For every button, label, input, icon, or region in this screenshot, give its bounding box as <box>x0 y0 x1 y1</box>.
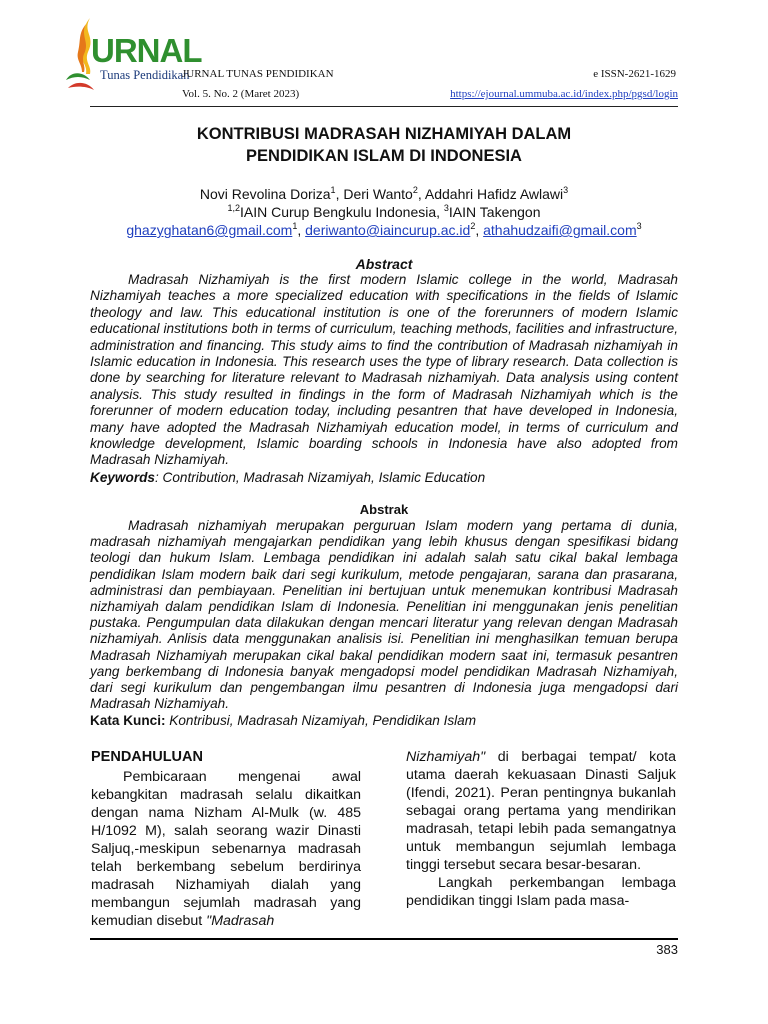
abstract-heading: Abstract <box>355 256 413 272</box>
issn-number: e ISSN-2621-1629 <box>593 68 676 80</box>
email-superscript: 1 <box>292 221 298 231</box>
logo-subtitle: Tunas Pendidikan <box>100 68 190 82</box>
author-name: Deri Wanto <box>343 186 413 202</box>
affiliations <box>90 203 678 222</box>
title-line-2: PENDIDIKAN ISLAM DI INDONESIA <box>246 147 522 165</box>
intro-paragraph: Langkah perkembangan lembaga pendidikan tinggi Islam pada masa- <box>406 875 676 909</box>
author-list <box>90 185 678 204</box>
email-separator: , <box>475 222 484 238</box>
email-superscript: 3 <box>636 221 642 231</box>
abstrak-heading: Abstrak <box>359 502 409 517</box>
keywords-label: Keywords <box>90 470 155 485</box>
intro-right-column <box>406 748 676 910</box>
author-name: Addahri Hafidz Awlawi <box>424 186 564 202</box>
intro-italic-text: "Madrasah <box>206 913 275 929</box>
author-superscript: 3 <box>563 185 569 195</box>
abstrak-body: Madrasah nizhamiyah merupakan perguruan Islam modern yang pertama di dunia, madrasah nizhamiyah mengajarkan pendidikan yang lebih khusus dengan spesifikasi bidang teologi dan hukum Islam. Lembaga pendidikan ini adalah salah satu cikal bakal lembaga pendidikan Islam modern baik dari segi kurikulum, metode pengajaran, sarana dan prasarana, administrasi dan pembiayaan. Penelitian ini bertujuan untuk menemukan kontribusi Madrasah nizhamiyah dalam pendidikan Islam di Indonesia. Penelitian ini menggunakan jenis penelitian pustaka. Pengumpulan data dilakukan dengan mencari literatur yang relevan dengan Madrasah nizhamiyah. Anlisis data menggunakan analisis isi. Penelitian ini menghasilkan temuan berupa Madrasah Nizhamiyah merupakan cikal bakal pendidikan modern saat ini, termasuk pesantren yang berkembang di Indonesia banyak mengadopsi model pendidikan Madrasah Nizhamiyah, dari segi kurikulum dan pengembangan ilmu pesantren di Indonesia juga mengadopsi dari Madrasah Nizhamiyah. <box>90 518 678 712</box>
author-separator: , <box>335 186 344 202</box>
paper-title <box>90 123 678 167</box>
journal-logo <box>62 14 202 100</box>
affiliation-superscript: 1,2 <box>227 203 240 213</box>
journal-name: JURNAL TUNAS PENDIDIKAN <box>182 68 334 80</box>
intro-left-column <box>91 748 361 930</box>
email-superscript: 2 <box>470 221 476 231</box>
abstract-body: Madrasah Nizhamiyah is the first modern Islamic college in the world, Madrasah Nizhamiyah teaches a more specialized education with specifications in the fields of Islamic theology and law. This educational institution is one of the forerunners of modern Islamic educational institutions both in terms of curriculum, teaching methods, facilities and infrastructure, administration and financing. This study aims to find the contribution of Madrasah nizhamiyah in Islamic education in Indonesia. This research uses the type of library research. Data collection is done by searching for literature relevant to Madrasah nizhamiyah. Data analysis using content analysis. This study resulted in findings in the form of Madrasah Nizhamiyah which is the forerunner of modern education today, including pesantren that have developed in Indonesia, many have adopted the Madrasah Nizhamiyah education model, in terms of curriculum and knowledge development, Islamic boarding schools in Indonesia have also adopted from Madrasah Nizhamiyah. <box>90 272 678 468</box>
intro-paragraph <box>91 768 361 930</box>
affiliation-superscript: 3 <box>443 203 449 213</box>
journal-header <box>0 0 768 110</box>
author-superscript: 1 <box>330 185 336 195</box>
keywords-value: : Contribution, Madrasah Nizamiyah, Islamic Education <box>154 470 486 485</box>
kata-kunci-value: Kontribusi, Madrasah Nizamiyah, Pendidikan Islam <box>165 713 477 728</box>
author-emails <box>90 221 678 240</box>
author-superscript: 2 <box>412 185 418 195</box>
keywords <box>90 470 678 486</box>
title-line-1: KONTRIBUSI MADRASAH NIZHAMIYAH DALAM <box>196 125 572 143</box>
affiliation-institution: IAIN Curup Bengkulu Indonesia, <box>240 204 444 220</box>
journal-url-link[interactable]: https://ejournal.ummuba.ac.id/index.php/pgsd/login <box>450 88 678 100</box>
header-divider <box>90 106 678 107</box>
logo-wordmark: URNAL <box>91 32 202 69</box>
affiliation-institution: IAIN Takengon <box>448 204 541 220</box>
page-number: 383 <box>656 942 678 957</box>
kata-kunci-label: Kata Kunci: <box>90 713 166 728</box>
email-separator: , <box>297 222 306 238</box>
footer-divider <box>90 938 678 940</box>
email-link[interactable]: deriwanto@iaincurup.ac.id <box>305 222 471 238</box>
author-separator: , <box>417 186 425 202</box>
section-heading: PENDAHULUAN <box>91 749 203 765</box>
intro-text: di berbagai tempat/ kota utama daerah kekuasaan Dinasti Saljuk (Ifendi, 2021). Peran pentingnya bukanlah sebagai orang pertama yang mendirikan madrasah, tetapi lebih pada semangatnya untuk membangun sejumlah lembaga tinggi tersebut secara besar-besaran. <box>406 749 676 873</box>
intro-italic-text: Nizhamiyah" <box>406 749 486 765</box>
email-link[interactable]: athahudzaifi@gmail.com <box>483 222 637 238</box>
kata-kunci <box>90 713 678 729</box>
email-link[interactable]: ghazyghatan6@gmail.com <box>126 222 293 238</box>
intro-paragraph-continued <box>406 748 676 874</box>
intro-text: Pembicaraan mengenai awal kebangkitan madrasah selalu dikaitkan dengan nama Nizham Al-Mulk (w. 485 H/1092 M), salah seorang wazir Dinasti Saljuq,-meskipun sebenarnya madrasah telah berkembang sebelum berdirinya madrasah Nizhamiyah dialah yang membangun sejumlah madrasah yang kemudian disebut <box>91 769 361 929</box>
author-name: Novi Revolina Doriza <box>199 186 331 202</box>
journal-volume: Vol. 5. No. 2 (Maret 2023) <box>182 88 300 100</box>
